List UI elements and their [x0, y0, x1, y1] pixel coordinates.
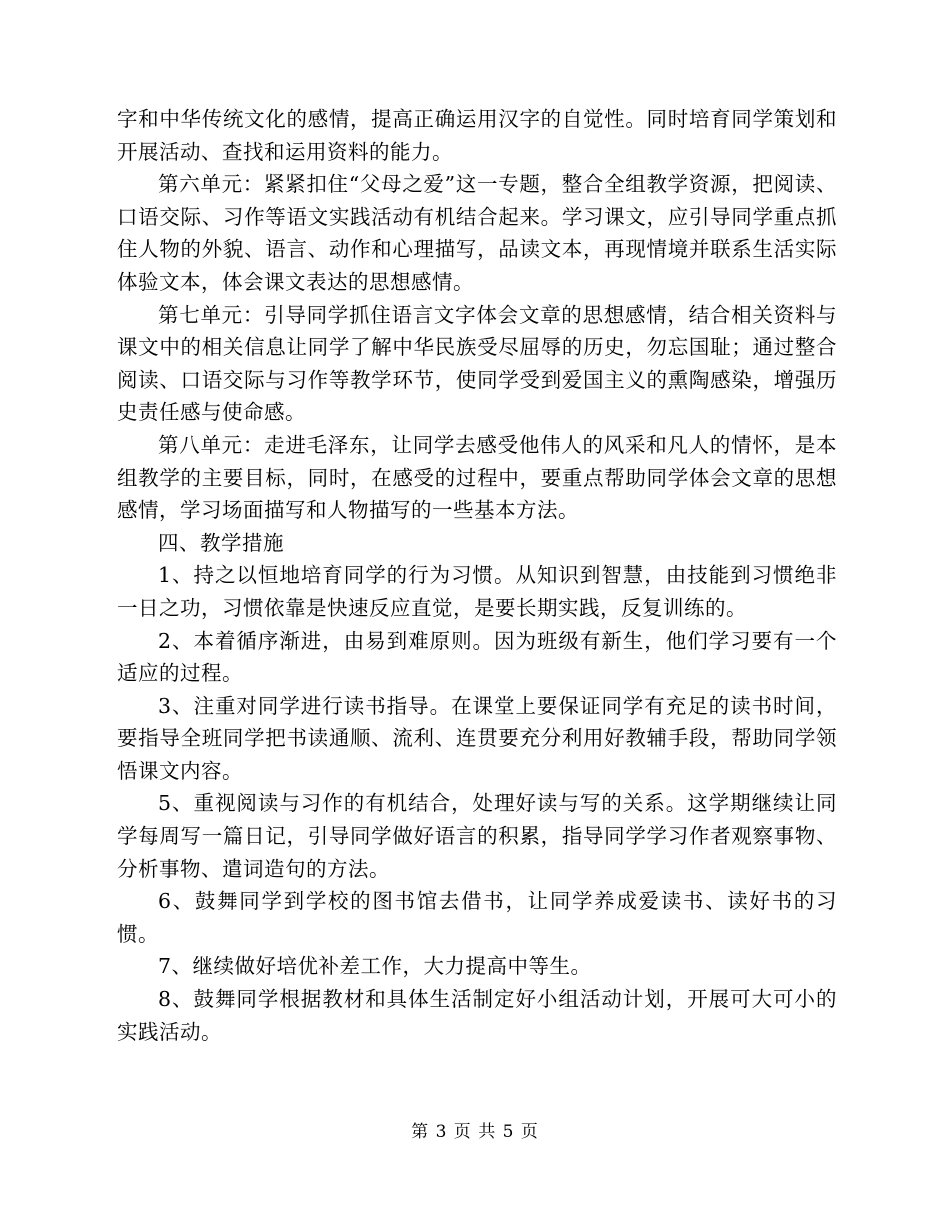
paragraph-continuation: 字和中华传统文化的感情，提高正确运用汉字的自觉性。同时培育同学策划和开展活动、查找和运用资料的能力。	[117, 107, 837, 164]
paragraph-measure-5: 5、重视阅读与习作的有机结合，处理好读与写的关系。这学期继续让同学每周写一篇日记，引导同学做好语言的积累，指导同学学习作者观察事物、分析事物、遣词造句的方法。	[117, 791, 837, 881]
paragraph-measure-8: 8、鼓舞同学根据教材和具体生活制定好小组活动计划，开展可大可小的实践活动。	[117, 987, 837, 1044]
page-number-footer: 第 3 页 共 5 页	[411, 1122, 539, 1142]
document-body	[117, 103, 837, 1048]
paragraph-measure-3: 3、注重对同学进行读书指导。在课堂上要保证同学有充足的读书时间，要指导全班同学把书读通顺、流利、连贯要充分利用好教辅手段，帮助同学领悟课文内容。	[117, 693, 837, 783]
paragraph-unit-six: 第六单元：紧紧扣住“父母之爱”这一专题，整合全组教学资源，把阅读、口语交际、习作等语文实践活动有机结合起来。学习课文，应引导同学重点抓住人物的外貌、语言、动作和心理描写，品读文本，再现情境并联系生活实际体验文本，体会课文表达的思想感情。	[117, 172, 837, 294]
paragraph-measure-6: 6、鼓舞同学到学校的图书馆去借书，让同学养成爱读书、读好书的习惯。	[117, 889, 837, 946]
paragraph-measure-2: 2、本着循序渐进，由易到难原则。因为班级有新生，他们学习要有一个适应的过程。	[117, 628, 837, 686]
paragraph-measure-7: 7、继续做好培优补差工作，大力提高中等生。	[158, 954, 592, 979]
paragraph-unit-seven: 第七单元：引导同学抓住语言文字体会文章的思想感情，结合相关资料与课文中的相关信息让同学了解中华民族受尽屈辱的历史，勿忘国耻；通过整合阅读、口语交际与习作等教学环节，使同学受到爱国主义的熏陶感染，增强历史责任感与使命感。	[117, 302, 837, 425]
paragraph-measure-1: 1、持之以恒地培育同学的行为习惯。从知识到智慧，由技能到习惯绝非一日之功，习惯依靠是快速反应直觉，是要长期实践，反复训练的。	[117, 563, 837, 620]
paragraph-unit-eight: 第八单元：走进毛泽东，让同学去感受他伟人的风采和凡人的情怀，是本组教学的主要目标，同时，在感受的过程中，要重点帮助同学体会文章的思想感情，学习场面描写和人物描写的一些基本方法。	[117, 432, 837, 523]
section-heading-teaching-measures: 四、教学措施	[158, 530, 284, 555]
